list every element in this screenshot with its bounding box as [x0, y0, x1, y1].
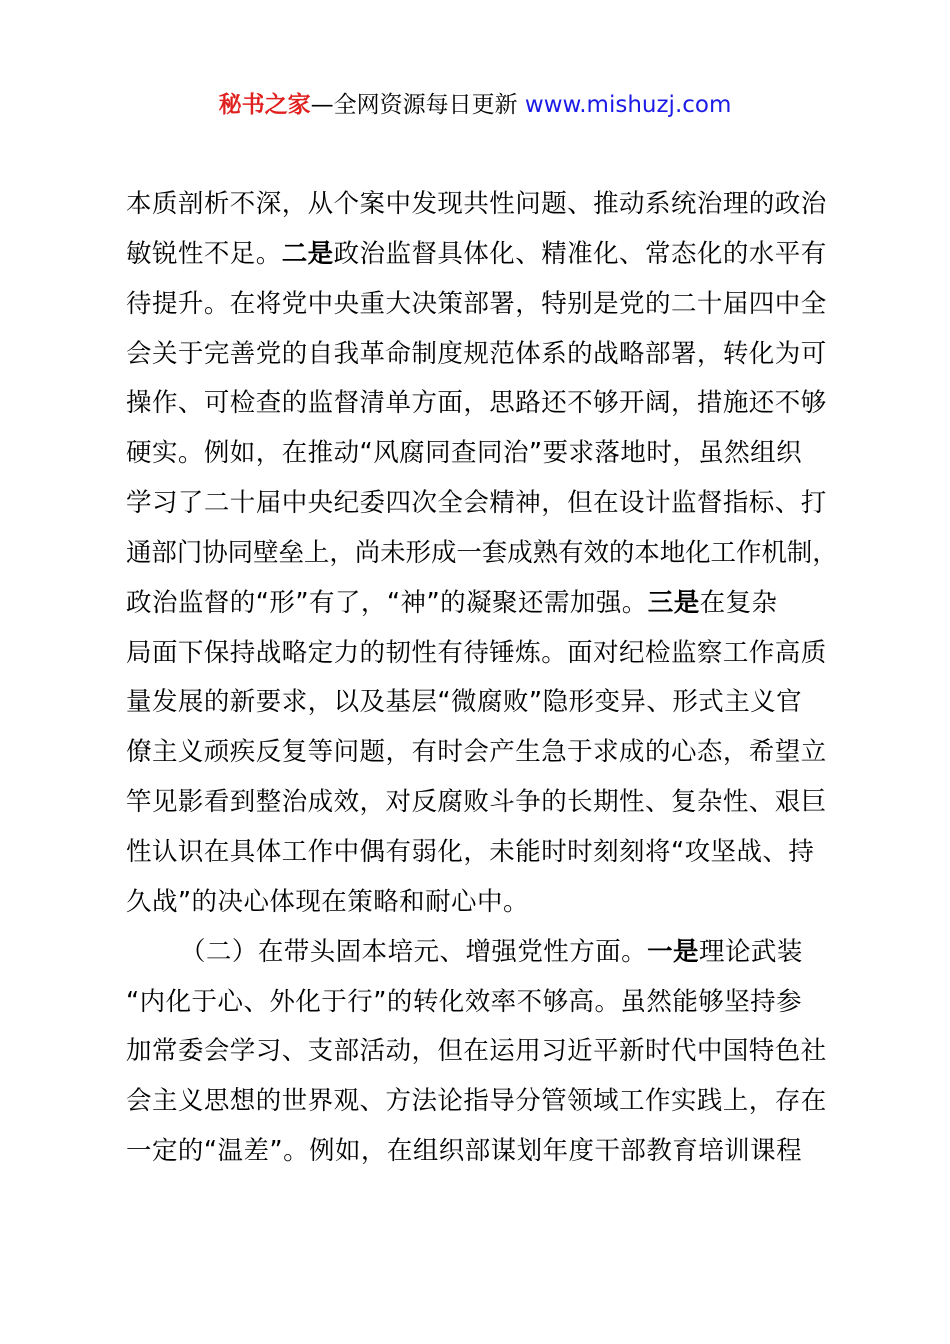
text-segment: 操作、可检查的监督清单方面，思路还不够开阔，措施还不够: [126, 388, 827, 419]
text-segment: 久战”的决心体现在策略和耐心中。: [126, 886, 529, 917]
text-segment: 通部门协同壁垒上，尚未形成一套成熟有效的本地化工作机制，: [126, 537, 838, 568]
text-line: [126, 678, 838, 728]
text-segment: 僚主义顽疾反复等问题，有时会产生急于求成的心态，希望立: [126, 737, 827, 768]
document-body: [126, 180, 838, 1177]
text-segment: 学习了二十届中央纪委四次全会精神，但在设计监督指标、打: [126, 488, 827, 519]
text-segment: 政治监督具体化、精准化、常态化的水平有: [333, 238, 827, 269]
text-line: [126, 579, 838, 629]
bold-marker: 三是: [647, 587, 700, 618]
site-brand: 秘书之家: [218, 92, 311, 118]
site-tagline: —全网资源每日更新: [310, 92, 525, 118]
text-segment: 理论武装: [699, 936, 803, 967]
text-segment: 在复杂: [699, 587, 778, 618]
text-segment: 会主义思想的世界观、方法论指导分管领域工作实践上，存在: [126, 1086, 827, 1117]
text-segment: 一定的“温差”。例如，在组织部谋划年度干部教育培训课程: [126, 1136, 803, 1167]
text-line: [126, 728, 838, 778]
text-line: [126, 379, 838, 429]
text-segment: 政治监督的“形”有了，“神”的凝聚还需加强。: [126, 587, 648, 618]
text-segment: 量发展的新要求，以及基层“微腐败”隐形变异、形式主义官: [126, 687, 803, 718]
text-line: [126, 180, 838, 230]
text-segment: 竿见影看到整治成效，对反腐败斗争的长期性、复杂性、艰巨: [126, 787, 827, 818]
text-line: [126, 529, 838, 579]
text-segment: 局面下保持战略定力的韧性有待锤炼。面对纪检监察工作高质: [126, 637, 827, 668]
text-line: [126, 828, 838, 878]
text-line: [126, 429, 838, 479]
text-line: [126, 1077, 838, 1127]
text-segment: 待提升。在将党中央重大决策部署，特别是党的二十届四中全: [126, 288, 827, 319]
text-segment: 加常委会学习、支部活动，但在运用习近平新时代中国特色社: [126, 1036, 827, 1067]
text-segment: 敏锐性不足。: [126, 238, 282, 269]
text-line: [126, 230, 838, 280]
text-line: [126, 928, 838, 978]
site-url-link[interactable]: www.mishuzj.com: [524, 92, 732, 118]
text-segment: 会关于完善党的自我革命制度规范体系的战略部署，转化为可: [126, 338, 827, 369]
text-line: [126, 1127, 838, 1177]
text-line: [126, 330, 838, 380]
text-segment: “内化于心、外化于行”的转化效率不够高。虽然能够坚持参: [126, 986, 803, 1017]
text-segment: 硬实。例如，在推动“风腐同查同治”要求落地时，虽然组织: [126, 438, 803, 469]
bold-marker: 一是: [647, 936, 700, 967]
text-line: [126, 479, 838, 529]
text-line: [126, 978, 838, 1028]
text-segment: （二）在带头固本培元、增强党性方面。: [180, 936, 648, 967]
text-line: [126, 629, 838, 679]
text-line: [126, 1027, 838, 1077]
bold-marker: 二是: [281, 238, 334, 269]
text-segment: 性认识在具体工作中偶有弱化，未能时时刻刻将“攻坚战、持: [126, 836, 815, 867]
page-header: [0, 88, 950, 122]
text-line: [126, 280, 838, 330]
text-segment: 本质剖析不深，从个案中发现共性问题、推动系统治理的政治: [126, 189, 827, 219]
text-line: [126, 778, 838, 828]
text-line: [126, 878, 838, 928]
